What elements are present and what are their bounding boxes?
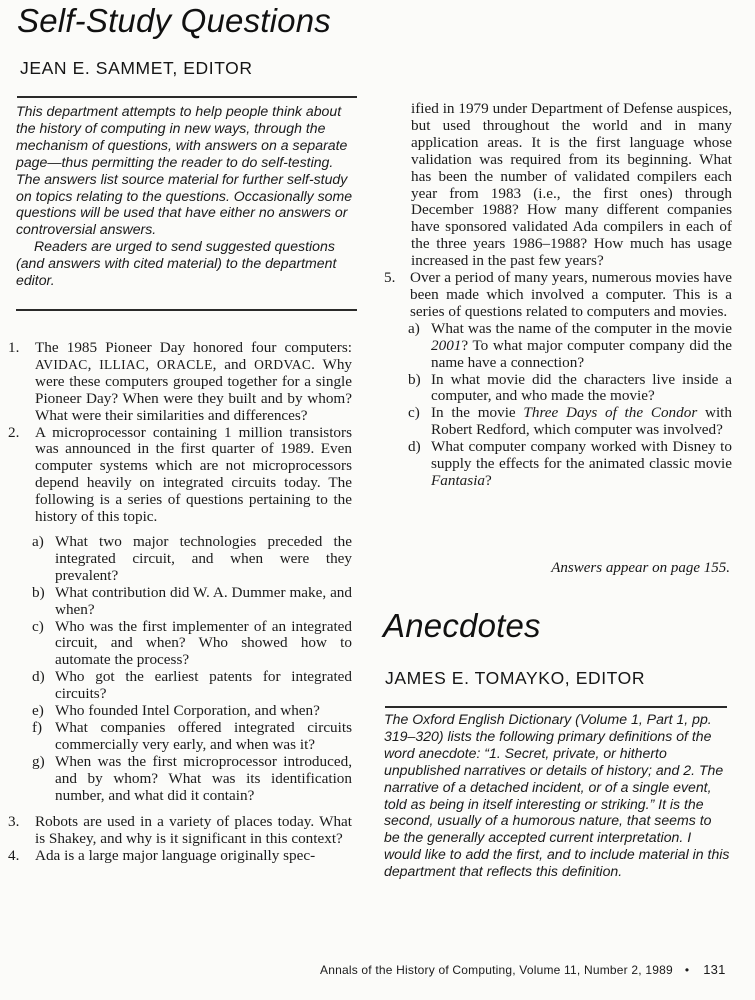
page-footer (320, 962, 726, 977)
subquestion-2a: a) What two major technologies preceded the integrated circuit, and when were they prevalent? (32, 532, 352, 584)
subquestion-2b: b) What contribution did W. A. Dummer make, and when? (32, 583, 352, 618)
movie-title: Three Days of the Condor (523, 404, 698, 422)
subquestion-5b: b) In what movie did the characters live inside a computer, and who made the movie? (408, 370, 732, 405)
anecdotes-editor: JAMES E. TOMAYKO, EDITOR (385, 668, 646, 688)
movie-title: 2001 (431, 336, 462, 354)
intro-top-rule (17, 96, 357, 98)
subquestion-2f: f) What companies offered integrated circuits commercially very early, and when was it? (32, 718, 352, 753)
intro-paragraph-1: This department attempts to help people think about the history of computing in new ways, through the mechanism of questions, with answers on a separate page—thus permitting the reader to do self-testing. The answers list source material for further self-study on topics relating to the questions. Occasionally some questions will be used that have either no answers or controversial answers. (16, 103, 353, 238)
subquestion-2c: c) Who was the first implementer of an integrated circuit, and when? Who showed how to automate the process? (32, 617, 352, 669)
intro-paragraph-2: Readers are urged to send suggested questions (and answers with cited material) to the department editor. (16, 238, 337, 289)
question-number: 5. (384, 269, 396, 287)
question-number: 1. (8, 339, 20, 356)
journal-citation: Annals of the History of Computing, Volume 11, Number 2, 1989 (320, 963, 673, 977)
question-4-start: 4. Ada is a large major language originally spec- (8, 847, 316, 865)
question-4-continued: ified in 1979 under Department of Defense auspices, but used throughout the world and in many application areas. It is the first language whose validation was required from its beginning. What has been the number of validated compilers each year from 1983 (i.e., the first ones) through December 1988? How many different companies have sponsored validated Ada compilers in each of the three years 1986–1988? How much has usage increased in the past few years? (411, 100, 732, 270)
question-2: 2. A microprocessor containing 1 million transistors was announced in the first quarter of 1989. Even computer systems which are not microprocessors depend heavily on integrated circuits today. The following is a series of questions pertaining to the history of this topic. (8, 423, 352, 526)
separator-bullet: • (684, 963, 690, 977)
subquestion-2d: d) Who got the earliest patents for integrated circuits? (32, 668, 352, 703)
subquestion-5c: c) In the movie Three Days of the Condor with Robert Redford, which computer was involved? (408, 404, 732, 439)
anecdotes-title: Anecdotes (383, 607, 541, 644)
intro-bottom-rule (16, 309, 357, 311)
question-number: 3. (8, 813, 20, 831)
answers-page-note: Answers appear on page 155. (551, 560, 730, 576)
question-number: 4. (8, 847, 20, 865)
computer-name: ORDVAC (254, 356, 312, 372)
self-study-editor: JEAN E. SAMMET, EDITOR (20, 58, 253, 78)
question-1: 1. The 1985 Pioneer Day honored four computers: AVIDAC, ILLIAC, ORACLE, and ORDVAC. Why were these computers grouped together for a single Pioneer Day? When were they built and by whom? What were their similarities and differences? (8, 339, 353, 424)
anecdotes-top-rule (385, 706, 727, 708)
computer-name: ILLIAC (99, 356, 146, 372)
questions-left-column (0, 340, 352, 865)
subquestion-5d: d) What computer company worked with Disney to supply the effects for the animated classic movie Fantasia? (408, 438, 732, 489)
question-5: 5. Over a period of many years, numerous movies have been made which involved a computer. This is a series of questions related to computers and movies. (384, 269, 732, 320)
self-study-title: Self-Study Questions (17, 2, 331, 39)
self-study-intro (16, 103, 361, 289)
question-3: 3. Robots are used in a variety of places today. What is Shakey, and why is it significant in this context? (8, 813, 352, 848)
computer-name: ORACLE (156, 356, 213, 372)
question-number: 2. (8, 423, 20, 441)
subquestion-5a: a) What was the name of the computer in the movie 2001? To what major computer company did the name have a connection? (408, 319, 732, 371)
movie-title: Fantasia (431, 471, 486, 489)
computer-name: AVIDAC (35, 356, 88, 372)
subquestion-2g: g) When was the first microprocessor introduced, and by whom? What was its identification number, and what did it contain? (32, 752, 352, 804)
subquestion-2e: e) Who founded Intel Corporation, and when? (32, 702, 320, 720)
questions-right-column (376, 101, 732, 490)
anecdotes-intro: The Oxford English Dictionary (Volume 1, Part 1, pp. 319–320) lists the following primary definitions of the word anecdote: “1. Secret, private, or hitherto unpublished narratives or details of history; and 2. The narrative of a detached incident, or of a single event, told as being in itself interesting or striking.” It is the second, usually of a humorous nature, that seems to be the generally accepted current interpretation. I would like to add the first, and to include material in this department that reflects this definition. (384, 711, 730, 880)
page-number: 131 (703, 962, 726, 977)
